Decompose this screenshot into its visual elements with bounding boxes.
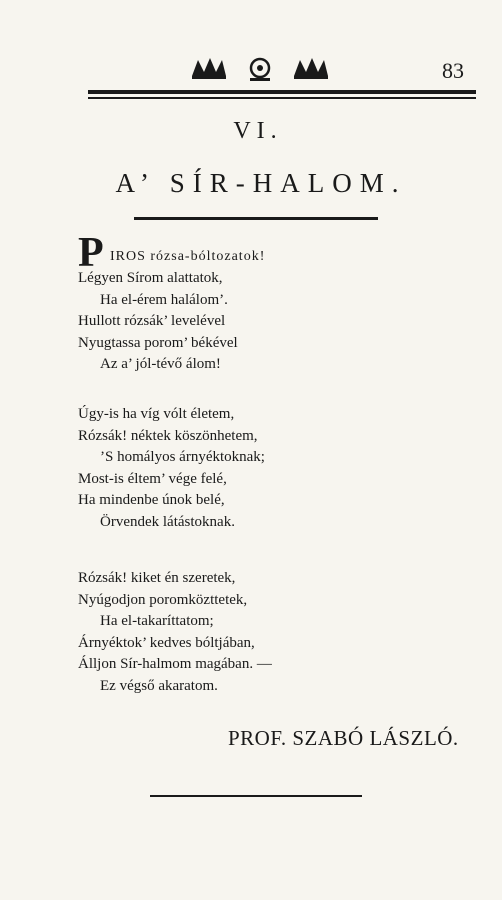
poem-line: Örvendek látástoknak. [100, 513, 235, 530]
poem-line: Álljon Sír-halmom magában. — [78, 656, 272, 672]
flower-ornament-icon [250, 59, 270, 81]
dropcap-letter: P [78, 230, 104, 276]
poem-line: Most-is éltem’ vége felé, [78, 470, 227, 487]
poem-line: Rózsák! néktek köszönhetem, [78, 427, 258, 444]
poem-line: Ez végső akaratom. [100, 677, 218, 694]
header-double-rule [88, 90, 476, 102]
poem-line: ’S homályos árnyéktoknak; [100, 449, 265, 465]
poem-line: Az a’ jól-tévő álom! [100, 356, 221, 372]
poem-line: Nyugtassa porom’ békével [78, 334, 238, 351]
poem-line: Árnyéktok’ kedves bóltjában, [78, 634, 255, 651]
first-line-text: IROS rózsa-bóltozatok! [110, 249, 266, 264]
poem-line: Ha el-érem halálom’. [100, 291, 228, 308]
bottom-rule [150, 795, 362, 797]
title-rule [134, 217, 378, 220]
poem-line: Ha mindenbe únok belé, [78, 492, 225, 508]
poem-line: Nyúgodjon poromközttetek, [78, 591, 248, 608]
crown-ornament-icon [294, 58, 328, 79]
header-rule-thin [88, 97, 476, 99]
poem-title: A’ SÍR-HALOM. [115, 168, 407, 198]
section-number: VI. [233, 118, 283, 144]
author-signature: PROF. SZABÓ LÁSZLÓ. [228, 726, 459, 750]
header-rule-thick [88, 90, 476, 94]
poem-line: Hullott rózsák’ levelével [78, 313, 226, 329]
poem-line: Rózsák! kiket én szeretek, [78, 570, 236, 586]
poem-line: Ha el-takaríttatom; [100, 613, 214, 629]
poem-line: Légyen Sírom alattatok, [78, 270, 223, 286]
poem-line: Úgy-is ha víg vólt életem, [78, 406, 235, 422]
crown-ornament-icon [192, 58, 226, 79]
header-ornament [190, 54, 330, 84]
page-number: 83 [442, 58, 464, 83]
